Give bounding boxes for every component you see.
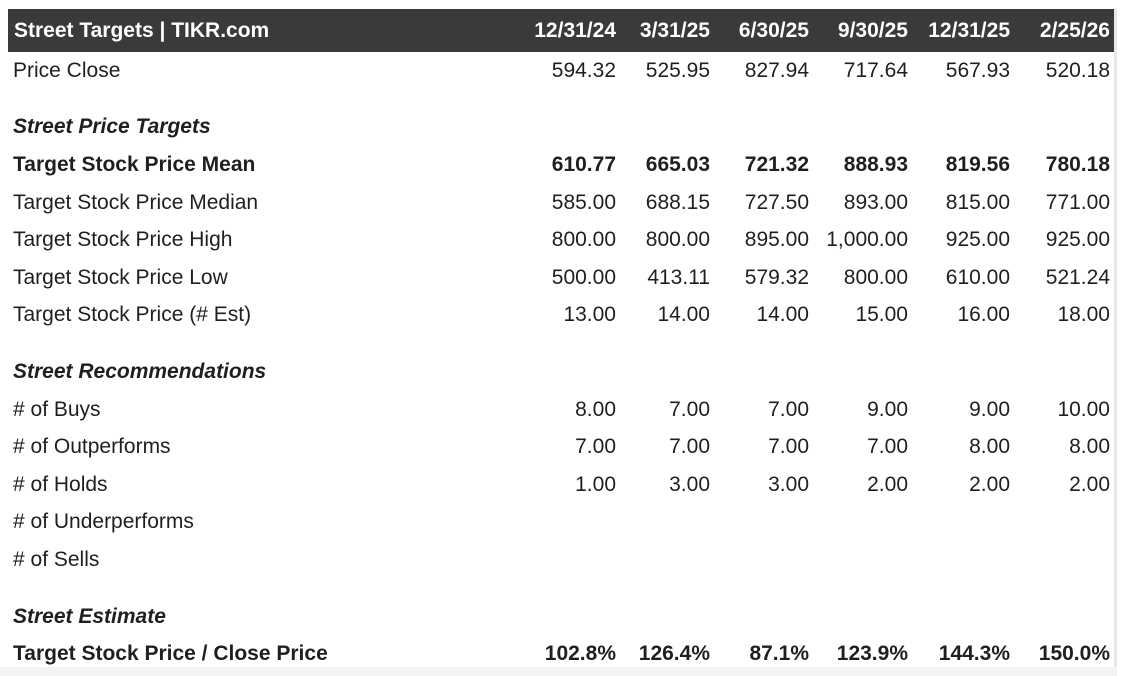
cell-value: 13.00: [563, 303, 616, 327]
table-header-row: [8, 9, 1114, 52]
cell-value: 717.64: [843, 58, 908, 82]
row-label: Price Close: [13, 58, 121, 82]
cell-value: [518, 541, 620, 579]
street-targets-table: [8, 9, 1114, 673]
cell-value: 102.8%: [544, 642, 616, 666]
cell-value: 18.00: [1057, 303, 1110, 327]
cell-value: 8.00: [1069, 435, 1110, 459]
cell-value: 819.56: [945, 152, 1010, 176]
cell-value: [620, 541, 714, 579]
column-header-date[interactable]: 3/31/25: [639, 18, 710, 42]
cell-value: 7.00: [669, 435, 710, 459]
table-row-outperforms: [8, 428, 1114, 466]
cell-value: 14.00: [657, 303, 710, 327]
cell-value: 610.77: [551, 152, 616, 176]
cell-value: 780.18: [1045, 152, 1110, 176]
row-spacer: [8, 579, 1114, 598]
row-label: Target Stock Price High: [13, 228, 233, 252]
table-row-price-close: [8, 52, 1114, 90]
cell-value: 150.0%: [1038, 642, 1110, 666]
table-row-target-mean: [8, 146, 1114, 184]
cell-value: [714, 504, 813, 542]
cell-value: 8.00: [969, 435, 1010, 459]
table-row-holds: [8, 466, 1114, 504]
column-header-date[interactable]: 12/31/24: [534, 18, 616, 42]
cell-value: 413.11: [647, 265, 710, 289]
cell-value: 579.32: [744, 265, 809, 289]
cell-value: [714, 541, 813, 579]
table-row-sells: [8, 541, 1114, 579]
table-row-target-low: [8, 259, 1114, 297]
column-header-date[interactable]: 9/30/25: [837, 18, 908, 42]
cell-value: 525.95: [645, 58, 710, 82]
column-header-date[interactable]: 2/25/26: [1039, 18, 1110, 42]
cell-value: [912, 541, 1014, 579]
row-label: Target Stock Price Mean: [13, 152, 256, 176]
cell-value: [1014, 504, 1114, 542]
cell-value: 688.15: [645, 190, 710, 214]
section-heading-price-targets: Street Price Targets: [13, 115, 211, 139]
row-label: Target Stock Price Low: [13, 265, 228, 289]
cell-value: 665.03: [645, 152, 710, 176]
cell-value: 771.00: [1045, 190, 1110, 214]
table-row-underperforms: [8, 504, 1114, 542]
cell-value: 1.00: [575, 472, 616, 496]
cell-value: 800.00: [645, 228, 710, 252]
cell-value: 7.00: [669, 397, 710, 421]
cell-value: 87.1%: [749, 642, 809, 666]
cell-value: 7.00: [575, 435, 616, 459]
row-label: Target Stock Price (# Est): [13, 303, 252, 327]
street-targets-table-container: [8, 9, 1114, 676]
cell-value: 800.00: [551, 228, 616, 252]
cell-value: 815.00: [945, 190, 1010, 214]
row-spacer: [8, 90, 1114, 109]
cell-value: 9.00: [969, 397, 1010, 421]
section-heading-row: [8, 109, 1114, 147]
row-spacer: [8, 334, 1114, 353]
table-row-buys: [8, 391, 1114, 429]
cell-value: 585.00: [551, 190, 616, 214]
cell-value: 3.00: [768, 472, 809, 496]
cell-value: 500.00: [551, 265, 616, 289]
section-heading-row: [8, 598, 1114, 636]
table-row-target-median: [8, 184, 1114, 222]
cell-value: 2.00: [1069, 472, 1110, 496]
scroll-edge-divider: [1114, 9, 1117, 676]
cell-value: 7.00: [867, 435, 908, 459]
cell-value: 9.00: [867, 397, 908, 421]
cell-value: 8.00: [575, 397, 616, 421]
row-label: # of Underperforms: [13, 510, 194, 534]
cell-value: [813, 504, 912, 542]
cell-value: 594.32: [551, 58, 616, 82]
cell-value: [912, 504, 1014, 542]
cell-value: 800.00: [843, 265, 908, 289]
cell-value: 893.00: [843, 190, 908, 214]
cell-value: 925.00: [945, 228, 1010, 252]
cell-value: 827.94: [744, 58, 809, 82]
cell-value: 610.00: [945, 265, 1010, 289]
cell-value: 126.4%: [638, 642, 710, 666]
cell-value: 521.24: [1045, 265, 1110, 289]
row-label: # of Buys: [13, 397, 101, 421]
cell-value: 1,000.00: [826, 228, 908, 252]
cell-value: 10.00: [1057, 397, 1110, 421]
table-row-target-high: [8, 221, 1114, 259]
section-heading-estimate: Street Estimate: [13, 604, 166, 628]
cell-value: 895.00: [744, 228, 809, 252]
cell-value: 2.00: [969, 472, 1010, 496]
column-header-date[interactable]: 6/30/25: [738, 18, 809, 42]
table-row-target-est-count: [8, 297, 1114, 335]
cell-value: 925.00: [1045, 228, 1110, 252]
row-label: # of Outperforms: [13, 435, 171, 459]
cell-value: 520.18: [1045, 58, 1110, 82]
table-title: Street Targets | TIKR.com: [14, 18, 270, 42]
cell-value: [620, 504, 714, 542]
cell-value: [813, 541, 912, 579]
cell-value: 3.00: [669, 472, 710, 496]
cell-value: [518, 504, 620, 542]
section-heading-recommendations: Street Recommendations: [13, 359, 267, 383]
cell-value: 727.50: [744, 190, 809, 214]
row-label: # of Sells: [13, 547, 100, 571]
row-label: Target Stock Price Median: [13, 190, 259, 214]
cell-value: 721.32: [744, 152, 809, 176]
cell-value: [1014, 541, 1114, 579]
cell-value: 16.00: [957, 303, 1010, 327]
cell-value: 888.93: [843, 152, 908, 176]
cell-value: 7.00: [768, 397, 809, 421]
cell-value: 567.93: [945, 58, 1010, 82]
cell-value: 7.00: [768, 435, 809, 459]
cell-value: 2.00: [867, 472, 908, 496]
cell-value: 14.00: [756, 303, 809, 327]
section-heading-row: [8, 353, 1114, 391]
column-header-date[interactable]: 12/31/25: [928, 18, 1010, 42]
cell-value: 123.9%: [836, 642, 908, 666]
bottom-edge-divider: [0, 667, 1117, 676]
row-label: Target Stock Price / Close Price: [13, 642, 328, 666]
cell-value: 144.3%: [938, 642, 1010, 666]
cell-value: 15.00: [855, 303, 908, 327]
row-label: # of Holds: [13, 472, 108, 496]
